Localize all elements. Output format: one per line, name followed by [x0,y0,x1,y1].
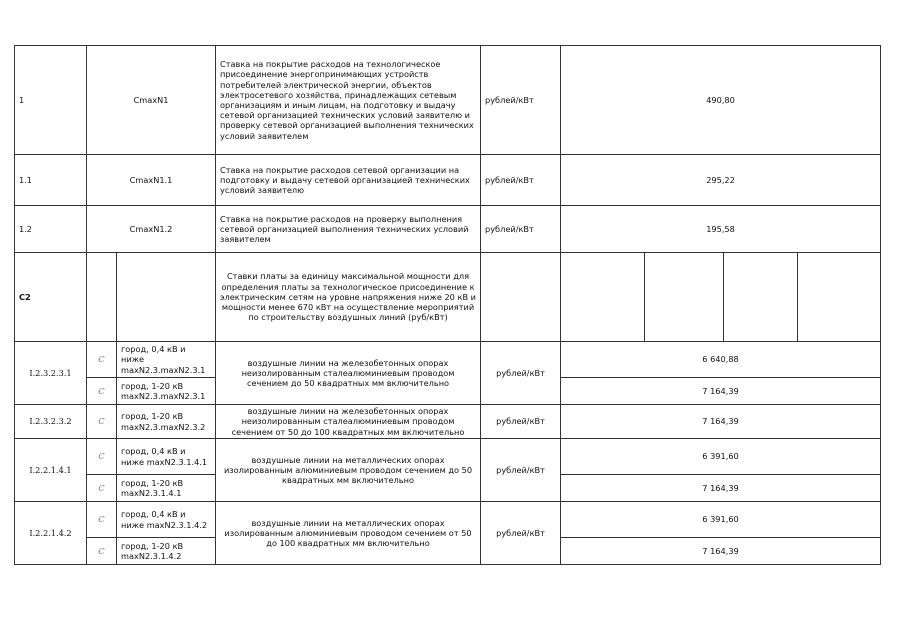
row-number: 1.1 [15,155,87,206]
row-code: CmaxN1.1 [87,155,216,206]
group-description: воздушные линии на металлических опорах изолированным алюминиевым проводом сечением до 50 квадратных мм включительно [216,439,481,502]
symbol-c: C [87,405,117,439]
row-unit: рублей/кВт [481,46,561,155]
group-description: воздушные линии на железобетонных опорах неизолированным сталеалюминиевым проводом сечением от 50 до 100 квадратных мм включительно [216,405,481,439]
symbol-c: C [87,342,117,378]
row-description: Ставка на покрытие расходов сетевой организации на подготовку и выдачу сетевой организацией технических условий заявителю [216,155,481,206]
row-value: 295,22 [561,155,881,206]
section-description: Ставки платы за единицу максимальной мощности для определения платы за технологическое присоединение к электрическим сетям на уровне напряжения ниже 20 кВ и мощности менее 670 кВт на осуществление мероприятий по строительству воздушных линий (руб/кВт) [216,253,481,342]
table-row-section [15,253,881,342]
empty-cell [117,253,216,342]
empty-value-grid [561,253,881,342]
sub-value: 7 164,39 [561,405,881,439]
symbol-c: C [87,502,117,538]
group-unit: рублей/кВт [481,502,561,565]
table-row [15,502,881,538]
row-value: 490,80 [561,46,881,155]
row-unit: рублей/кВт [481,155,561,206]
table-row [15,439,881,475]
table-row [15,405,881,439]
sub-value: 7 164,39 [561,378,881,405]
symbol-c: C [87,378,117,405]
empty-cell [481,253,561,342]
row-number: 1 [15,46,87,155]
table-row [15,46,881,155]
tariff-table [14,45,881,565]
table-row [15,342,881,378]
sub-label: город, 0,4 кВ и ниже maxN2.3.1.4.2 [117,502,216,538]
group-number: I.2.3.2.3.1 [15,342,87,405]
group-unit: рублей/кВт [481,405,561,439]
sub-label: город, 0,4 кВ и ниже maxN2.3.maxN2.3.1 [117,342,216,378]
symbol-c: C [87,538,117,565]
sub-value: 6 640,88 [561,342,881,378]
row-code: CmaxN1.2 [87,206,216,253]
sub-value: 6 391,60 [561,439,881,475]
group-number: I.2.2.1.4.1 [15,439,87,502]
sub-value: 7 164,39 [561,538,881,565]
section-number: С2 [15,253,87,342]
row-description: Ставка на покрытие расходов на технологическое присоединение энергопринимающих устройств потребителей электрической энергии, объектов электросетевого хозяйства, принадлежащих сетевым организациям и иным лицам, на подготовку и выдачу сетевой организацией технических условий заявителю и проверку сетевой организацией выполнения технических условий заявителем [216,46,481,155]
group-description: воздушные линии на металлических опорах изолированным алюминиевым проводом сечением от 50 до 100 квадратных мм включительно [216,502,481,565]
sub-value: 6 391,60 [561,502,881,538]
group-description: воздушные линии на железобетонных опорах неизолированным сталеалюминиевым проводом сечением до 50 квадратных мм включительно [216,342,481,405]
sub-label: город, 0,4 кВ и ниже maxN2.3.1.4.1 [117,439,216,475]
table-row [15,206,881,253]
row-description: Ставка на покрытие расходов на проверку выполнения сетевой организацией выполнения технических условий заявителем [216,206,481,253]
group-unit: рублей/кВт [481,439,561,502]
row-code: CmaxN1 [87,46,216,155]
empty-cell [87,253,117,342]
row-number: 1.2 [15,206,87,253]
row-value: 195,58 [561,206,881,253]
group-number: I.2.2.1.4.2 [15,502,87,565]
sub-label: город, 1-20 кВ maxN2.3.maxN2.3.2 [117,405,216,439]
sub-label: город, 1-20 кВ maxN2.3.1.4.1 [117,475,216,502]
symbol-c: C [87,475,117,502]
row-unit: рублей/кВт [481,206,561,253]
group-unit: рублей/кВт [481,342,561,405]
table-row [15,155,881,206]
symbol-c: C [87,439,117,475]
sub-label: город, 1-20 кВ maxN2.3.1.4.2 [117,538,216,565]
sub-value: 7 164,39 [561,475,881,502]
sub-label: город, 1-20 кВ maxN2.3.maxN2.3.1 [117,378,216,405]
group-number: I.2.3.2.3.2 [15,405,87,439]
